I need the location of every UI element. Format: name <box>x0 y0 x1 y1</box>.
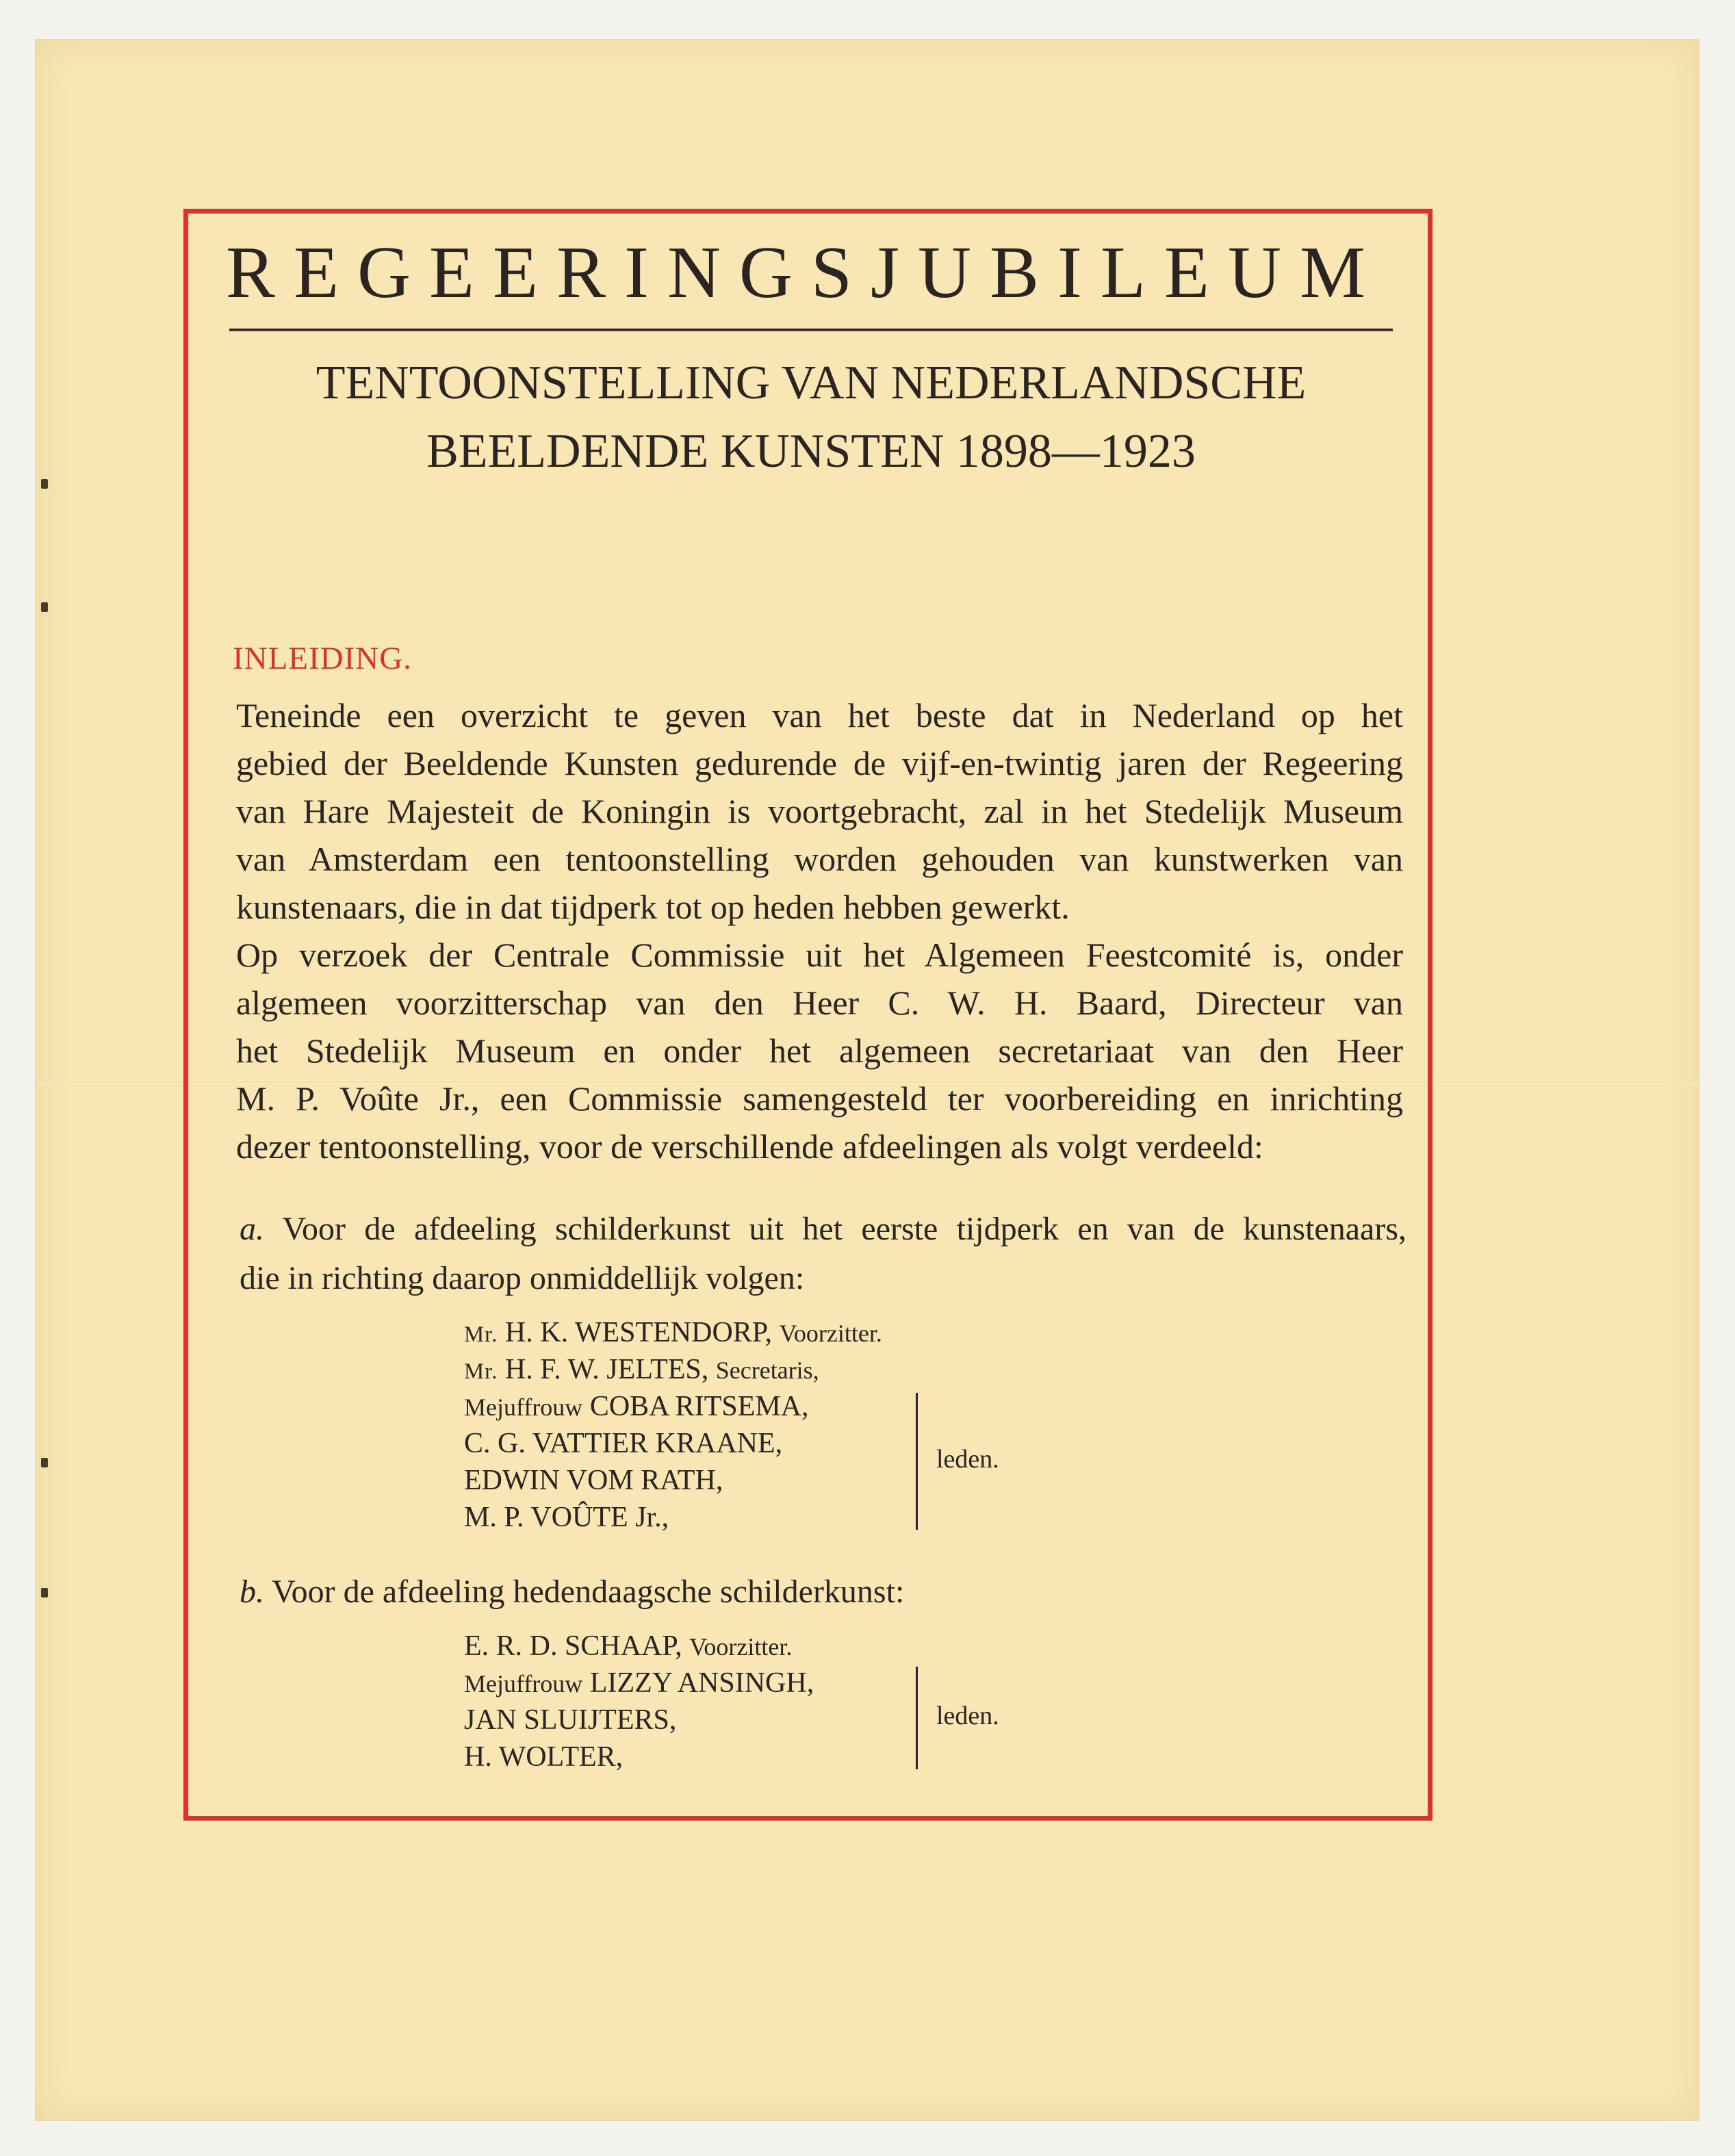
member-prefix: Mr. <box>464 1359 498 1384</box>
introduction-paragraph <box>236 691 1403 1170</box>
members-brace <box>916 1393 918 1530</box>
member-name: JAN SLUIJTERS, <box>464 1704 677 1736</box>
member-role: Voorzitter. <box>689 1633 793 1660</box>
binding-staple-mark <box>41 1588 48 1597</box>
binding-staple-mark <box>41 602 48 612</box>
section-b-heading <box>240 1567 1406 1617</box>
paragraph-line: het Stedelijk Museum en onder het algemeen secretariaat van den Heer <box>236 1031 1403 1070</box>
committee-member <box>464 1628 814 1665</box>
section-b-heading-line-1: Voor de afdeeling hedendaagsche schilderkunst: <box>272 1574 905 1610</box>
committee-member <box>464 1738 814 1775</box>
member-name: M. P. VOÛTE Jr., <box>464 1502 669 1533</box>
member-name: H. WOLTER, <box>464 1741 624 1773</box>
member-name: E. R. D. SCHAAP, <box>464 1630 682 1662</box>
member-role: Voorzitter. <box>779 1320 882 1347</box>
member-prefix: Mr. <box>464 1322 498 1347</box>
committee-member <box>464 1499 882 1536</box>
paragraph-line: Teneinde een overzicht te geven van het beste dat in Nederland op het <box>236 696 1403 734</box>
member-name: H. F. W. JELTES, <box>504 1354 709 1385</box>
members-group-label: leden. <box>936 1702 999 1730</box>
committee-member <box>464 1388 882 1425</box>
committee-member <box>464 1462 882 1499</box>
section-a-heading-line-2: die in richting daarop onmiddellijk volgen: <box>240 1260 805 1296</box>
committee-member <box>464 1665 814 1702</box>
member-prefix: Mejuffrouw <box>464 1394 583 1421</box>
section-b-marker: b. <box>240 1574 264 1610</box>
paragraph-line: M. P. Voûte Jr., een Commissie samengesteld ter voorbereiding en inrichting <box>236 1079 1403 1118</box>
members-brace <box>916 1667 918 1769</box>
subtitle-line-2: BEELDENDE KUNSTEN 1898—1923 <box>426 425 1196 478</box>
member-name: LIZZY ANSINGH, <box>589 1667 814 1699</box>
section-heading: INLEIDING. <box>233 641 412 676</box>
committee-member <box>464 1702 814 1738</box>
paragraph-line: Op verzoek der Centrale Commissie uit het Algemeen Feestcomité is, onder <box>236 936 1403 974</box>
member-prefix: Mejuffrouw <box>464 1670 583 1697</box>
paragraph-line: kunstenaars, die in dat tijdperk tot op heden hebben gewerkt. <box>236 888 1070 926</box>
document-title: REGEERINGSJUBILEUM <box>226 232 1384 313</box>
paragraph-line: algemeen voorzitterschap van den Heer C. W. H. Baard, Directeur van <box>236 984 1403 1022</box>
section-a-marker: a. <box>240 1211 264 1247</box>
binding-staple-mark <box>41 1458 48 1467</box>
committee-member <box>464 1425 882 1462</box>
member-name: H. K. WESTENDORP, <box>504 1317 773 1348</box>
member-name: EDWIN VOM RATH, <box>464 1465 723 1496</box>
section-a-heading-line-1: Voor de afdeeling schilderkunst uit het eerste tijdperk en van de kunstenaars, <box>282 1211 1406 1247</box>
paragraph-line: dezer tentoonstelling, voor de verschillende afdeelingen als volgt verdeeld: <box>236 1127 1263 1166</box>
member-name: C. G. VATTIER KRAANE, <box>464 1428 783 1459</box>
title-rule <box>229 329 1393 331</box>
subtitle-line-1: TENTOONSTELLING VAN NEDERLANDSCHE <box>316 357 1307 409</box>
section-b-committee <box>464 1628 814 1775</box>
section-a-committee <box>464 1314 882 1536</box>
paragraph-line: van Amsterdam een tentoonstelling worden gehouden van kunstwerken van <box>236 840 1403 878</box>
paragraph-line: gebied der Beeldende Kunsten gedurende de vijf-en-twintig jaren der Regeering <box>236 744 1403 782</box>
member-name: COBA RITSEMA, <box>589 1391 809 1422</box>
paragraph-line: van Hare Majesteit de Koningin is voortgebracht, zal in het Stedelijk Museum <box>236 792 1403 830</box>
committee-member <box>464 1351 882 1388</box>
binding-staple-mark <box>41 479 48 489</box>
members-group-label: leden. <box>936 1445 999 1474</box>
committee-member <box>464 1314 882 1351</box>
member-role: Secretaris, <box>715 1357 819 1384</box>
section-a-heading <box>240 1205 1406 1303</box>
